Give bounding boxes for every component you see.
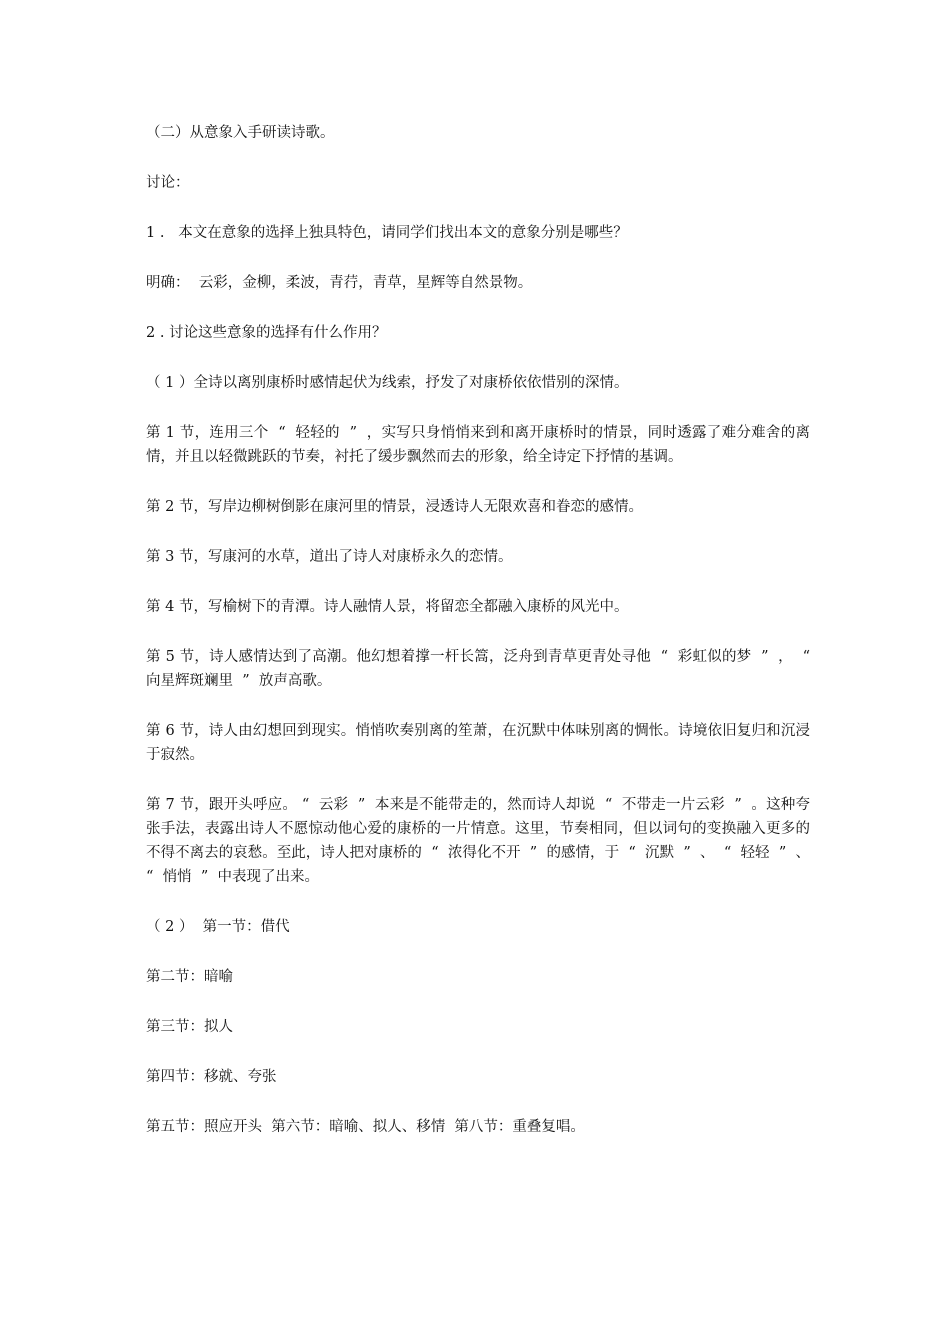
discussion-label: 讨论： — [146, 175, 190, 191]
stanza-7-analysis: 第 7 节，跟开头呼应。 “ 云彩 ” 本来是不能带走的，然而诗人却说 “ 不带走一片云彩 ” 。这种夸张手法，表露出诗人不愿惊动他心爱的康桥的一片情意。这里，节奏相同，但以词句的变换融入更多的不得不离去的哀愁。至此，诗人把对康桥的 “ 浓得化不开 ” 的感情，于 “ 沉默 ” 、 “ 轻轻 ” 、 “ 悄悄 ” 中表现了出来。 — [146, 797, 820, 885]
stanza-4-analysis: 第 4 节，写榆树下的青潭。诗人融情人景，将留恋全都融入康桥的风光中。 — [146, 599, 629, 615]
point-2-stanza-1: （ 2 ） 第一节：借代 — [146, 919, 290, 935]
document-page — [146, 121, 820, 1165]
answer-1: 明确： 云彩，金柳，柔波，青荇，青草，星辉等自然景物。 — [146, 275, 533, 291]
question-1: 1 . 本文在意象的选择上独具特色，请同学们找出本文的意象分别是哪些？ — [146, 225, 628, 241]
stanza-5-6-8-devices: 第五节：照应开头 第六节：暗喻、拟人、移情 第八节：重叠复唱。 — [146, 1119, 585, 1135]
question-2: 2 . 讨论这些意象的选择有什么作用？ — [146, 325, 387, 341]
stanza-3-device: 第三节：拟人 — [146, 1019, 233, 1035]
stanza-6-analysis: 第 6 节，诗人由幻想回到现实。悄悄吹奏别离的笙萧，在沉默中体味别离的惆怅。诗境依旧复归和沉浸于寂然。 — [146, 723, 810, 763]
stanza-4-device: 第四节：移就、夸张 — [146, 1069, 277, 1085]
point-1: （ 1 ）全诗以离别康桥时感情起伏为线索，抒发了对康桥依依惜别的深情。 — [146, 375, 629, 391]
section-heading: （二）从意象入手研读诗歌。 — [146, 125, 335, 141]
stanza-5-analysis: 第 5 节，诗人感情达到了高潮。他幻想着撑一杆长篙，泛舟到青草更青处寻他 “ 彩虹似的梦 ” ， “ 向星辉斑斓里 ” 放声高歌。 — [146, 649, 820, 689]
stanza-3-analysis: 第 3 节，写康河的水草，道出了诗人对康桥永久的恋情。 — [146, 549, 513, 565]
stanza-2-analysis: 第 2 节，写岸边柳树倒影在康河里的情景，浸透诗人无限欢喜和眷恋的感情。 — [146, 499, 643, 515]
stanza-2-device: 第二节：暗喻 — [146, 969, 233, 985]
stanza-1-analysis: 第 1 节，连用三个 “ 轻轻的 ” ，实写只身悄悄来到和离开康桥时的情景，同时透露了难分难舍的离情，并且以轻微跳跃的节奏，衬托了缓步飘然而去的形象，给全诗定下抒情的基调。 — [146, 425, 810, 465]
